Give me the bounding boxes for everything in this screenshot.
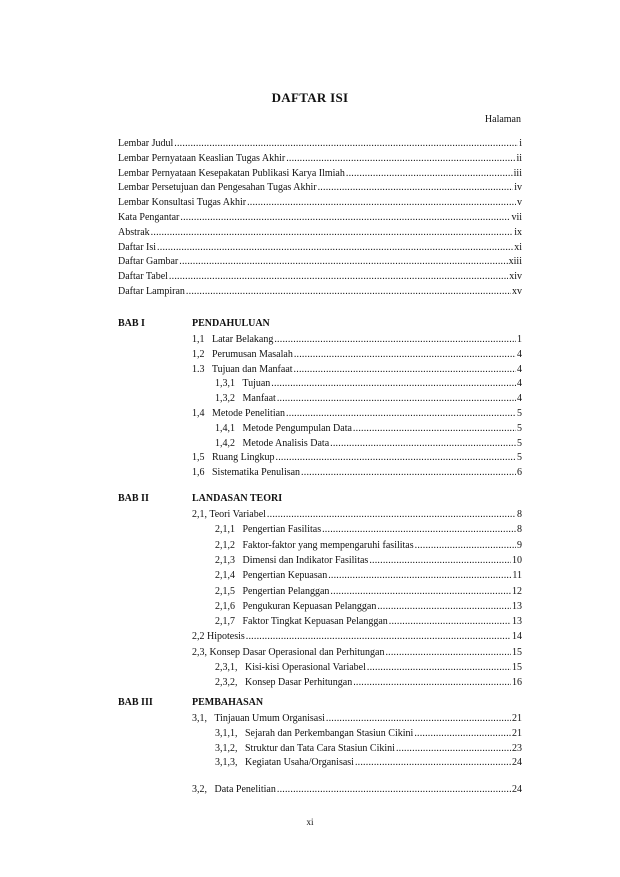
toc-entry-label: 2,1,3 Dimensi dan Indikator Fasilitas	[215, 554, 369, 566]
toc-entry-label: 2,1,5 Pengertian Pelanggan	[215, 585, 330, 597]
toc-entry-label: Abstrak	[118, 226, 150, 238]
dot-leader	[277, 783, 511, 797]
toc-entry-label: 3,1,3, Kegiatan Usaha/Organisasi	[215, 757, 354, 769]
chapter-title: PENDAHULUAN	[192, 318, 270, 329]
chapter-title: LANDASAN TEORI	[192, 493, 283, 504]
chapter-section-entry[interactable]	[215, 422, 522, 436]
dot-leader	[377, 600, 511, 614]
dot-leader	[246, 630, 511, 644]
toc-page-number: 21	[512, 727, 522, 739]
page-number: xi	[306, 817, 314, 827]
toc-page-number: 1	[517, 334, 522, 345]
dot-leader	[186, 285, 511, 299]
toc-entry-label: 1,4,1 Metode Pengumpulan Data	[215, 422, 352, 434]
dot-leader	[367, 661, 511, 675]
front-matter-entry[interactable]	[118, 167, 522, 181]
toc-page-number: ix	[514, 226, 522, 238]
dot-leader	[326, 712, 511, 726]
dot-leader	[247, 196, 516, 210]
chapter-title: PEMBAHASAN	[192, 697, 264, 708]
chapter-section-entry[interactable]	[192, 783, 522, 797]
toc-entry-label: Daftar Lampiran	[118, 286, 185, 297]
front-matter-entry[interactable]	[118, 196, 522, 210]
toc-page-number: 13	[512, 600, 522, 612]
toc-page-number: 12	[512, 585, 522, 597]
front-matter-entry[interactable]	[118, 137, 522, 151]
dot-leader	[389, 615, 511, 629]
toc-entry-label: Lembar Pernyataan Kesepakatan Publikasi Karya Ilmiah	[118, 167, 345, 179]
toc-page-number: v	[517, 197, 522, 209]
front-matter-entry[interactable]	[118, 270, 522, 284]
dot-leader	[322, 523, 516, 537]
toc-entry-label: Lembar Judul	[118, 138, 174, 149]
chapter-section-entry[interactable]	[215, 554, 522, 568]
chapter-section-entry[interactable]	[192, 407, 522, 421]
chapter-section-entry[interactable]	[215, 585, 522, 599]
dot-leader	[346, 167, 513, 181]
dot-leader	[318, 181, 514, 195]
dot-leader	[355, 756, 511, 770]
dot-leader	[353, 676, 511, 690]
chapter-section-entry[interactable]	[215, 615, 522, 629]
toc-entry-label: 1,4,2 Metode Analisis Data	[215, 437, 330, 449]
chapter-section-entry[interactable]	[192, 451, 522, 465]
toc-page-number: 8	[517, 509, 522, 520]
dot-leader	[415, 539, 516, 553]
toc-page-number: 5	[517, 452, 522, 464]
toc-page-number: 15	[512, 662, 522, 673]
toc-entry-label: 2,1,1 Pengertian Fasilitas	[215, 524, 322, 536]
toc-entry-label: Lembar Pernyataan Keaslian Tugas Akhir	[118, 152, 286, 164]
chapter-section-entry[interactable]	[215, 661, 522, 675]
toc-page-number: vii	[511, 212, 522, 223]
toc-page-number: xiii	[508, 256, 522, 268]
toc-entry-label: 1,2 Perumusan Masalah	[192, 348, 293, 360]
dot-leader	[174, 137, 518, 151]
chapter-code: BAB I	[118, 318, 145, 329]
toc-entry-label: 2,1,6 Pengukuran Kepuasan Pelanggan	[215, 600, 377, 612]
front-matter-entry[interactable]	[118, 285, 522, 299]
dot-leader	[369, 554, 511, 568]
toc-page-number: 8	[517, 524, 522, 536]
page-title: DAFTAR ISI	[271, 90, 349, 105]
chapter-section-entry[interactable]	[192, 466, 522, 480]
chapter-section-entry[interactable]	[215, 377, 522, 391]
dot-leader	[330, 585, 511, 599]
chapter-section-entry[interactable]	[215, 392, 522, 406]
toc-entry-label: 1,3,2 Manfaat	[215, 393, 276, 405]
chapter-section-entry[interactable]	[215, 727, 522, 741]
dot-leader	[385, 646, 511, 660]
toc-entry-label: 1,1 Latar Belakang	[192, 334, 274, 345]
chapter-section-entry[interactable]	[192, 646, 522, 660]
toc-page-number: 24	[512, 757, 522, 769]
toc-entry-label: 2,3, Konsep Dasar Operasional dan Perhitungan	[192, 646, 385, 658]
chapter-section-entry[interactable]	[192, 348, 522, 362]
chapter-section-entry[interactable]	[215, 756, 522, 770]
toc-page-number: 4	[517, 363, 522, 375]
toc-entry-label: 1,4 Metode Penelitian	[192, 408, 286, 419]
toc-page-number: xiv	[509, 271, 522, 283]
toc-page-number: 4	[517, 348, 522, 360]
toc-page-number: 23	[512, 742, 522, 754]
dot-leader	[286, 407, 516, 421]
front-matter-entry[interactable]	[118, 152, 522, 166]
toc-page-number: ii	[516, 152, 522, 164]
toc-entry-label: Daftar Tabel	[118, 271, 168, 283]
toc-page-number: 5	[517, 437, 522, 449]
toc-page-number: xv	[512, 286, 522, 297]
toc-entry-label: 3,2, Data Penelitian	[192, 784, 276, 796]
dot-leader	[179, 255, 507, 269]
dot-leader	[271, 377, 516, 391]
chapter-section-entry[interactable]	[215, 569, 522, 583]
toc-page-number: 5	[517, 422, 522, 434]
toc-page-number: 6	[517, 467, 522, 479]
toc-entry-label: 2,3,1, Kisi-kisi Operasional Variabel	[215, 662, 366, 673]
toc-entry-label: 1,6 Sistematika Penulisan	[192, 467, 301, 479]
front-matter-entry[interactable]	[118, 255, 522, 269]
toc-page-number: 10	[512, 554, 522, 566]
toc-entry-label: 2,2 Hipotesis	[192, 631, 245, 643]
toc-entry-label: 2,1,7 Faktor Tingkat Kepuasan Pelanggan	[215, 616, 388, 628]
dot-leader	[294, 363, 516, 377]
chapter-code: BAB III	[118, 697, 153, 708]
toc-page-number: 21	[512, 713, 522, 724]
toc-entry-label: Daftar Isi	[118, 241, 157, 253]
chapter-section-entry[interactable]	[215, 539, 522, 553]
toc-page-number: 9	[517, 539, 522, 551]
chapter-code: BAB II	[118, 493, 149, 504]
chapter-section-entry[interactable]	[192, 333, 522, 347]
toc-entry-label: 3,1,1, Sejarah dan Perkembangan Stasiun Cikini	[215, 727, 414, 739]
dot-leader	[180, 211, 510, 225]
chapter-section-entry[interactable]	[215, 523, 522, 537]
toc-entry-label: 1.3 Tujuan dan Manfaat	[192, 363, 293, 375]
dot-leader	[276, 451, 517, 465]
chapter-section-entry[interactable]	[192, 363, 522, 377]
toc-page-number: 13	[512, 616, 522, 628]
toc-entry-label: 2,1, Teori Variabel	[192, 509, 266, 520]
dot-leader	[396, 742, 511, 756]
toc-page-number: 11	[512, 570, 522, 582]
toc-page-number: iii	[513, 167, 522, 179]
chapter-section-entry[interactable]	[192, 712, 522, 726]
front-matter-entry[interactable]	[118, 241, 522, 255]
toc-entry-label: 3,1,2, Struktur dan Tata Cara Stasiun Cikini	[215, 742, 395, 754]
dot-leader	[267, 508, 516, 522]
halaman-header: Halaman	[484, 114, 521, 125]
toc-entry-label: 2,3,2, Konsep Dasar Perhitungan	[215, 677, 353, 689]
chapter-section-entry[interactable]	[215, 600, 522, 614]
dot-leader	[286, 152, 515, 166]
toc-entry-label: 1,5 Ruang Lingkup	[192, 452, 275, 464]
toc-page-number: 15	[512, 646, 522, 658]
dot-leader	[277, 392, 516, 406]
toc-page-number: 14	[512, 631, 522, 643]
chapter-section-entry[interactable]	[215, 676, 522, 690]
chapter-section-entry[interactable]	[215, 742, 522, 756]
dot-leader	[414, 727, 511, 741]
toc-page-number: i	[519, 138, 522, 149]
dot-leader	[353, 422, 516, 436]
toc-page-number: 4	[517, 393, 522, 405]
toc-page-number: 16	[512, 677, 522, 689]
toc-page-number: xi	[514, 241, 522, 253]
toc-page-number: 4	[517, 378, 522, 390]
toc-entry-label: 2,1,4 Pengertian Kepuasan	[215, 570, 328, 582]
chapter-section-entry[interactable]	[215, 437, 522, 451]
dot-leader	[169, 270, 508, 284]
toc-entry-label: 2,1,2 Faktor-faktor yang mempengaruhi fasilitas	[215, 539, 414, 551]
dot-leader	[301, 466, 516, 480]
toc-entry-label: Lembar Persetujuan dan Pengesahan Tugas Akhir	[118, 182, 317, 194]
toc-page-number: iv	[514, 182, 522, 194]
chapter-section-entry[interactable]	[192, 508, 522, 522]
dot-leader	[157, 241, 513, 255]
toc-entry-label: Kata Pengantar	[118, 212, 180, 223]
dot-leader	[328, 569, 511, 583]
toc-entry-label: Lembar Konsultasi Tugas Akhir	[118, 197, 247, 209]
chapter-section-entry[interactable]	[192, 630, 522, 644]
front-matter-entry[interactable]	[118, 211, 522, 225]
toc-entry-label: Daftar Gambar	[118, 256, 179, 268]
dot-leader	[274, 333, 516, 347]
dot-leader	[151, 226, 514, 240]
toc-entry-label: 3,1, Tinjauan Umum Organisasi	[192, 713, 325, 724]
front-matter-entry[interactable]	[118, 226, 522, 240]
front-matter-entry[interactable]	[118, 181, 522, 195]
toc-page-number: 24	[512, 784, 522, 796]
toc-entry-label: 1,3,1 Tujuan	[215, 378, 271, 390]
dot-leader	[330, 437, 516, 451]
dot-leader	[294, 348, 516, 362]
toc-page-number: 5	[517, 408, 522, 419]
